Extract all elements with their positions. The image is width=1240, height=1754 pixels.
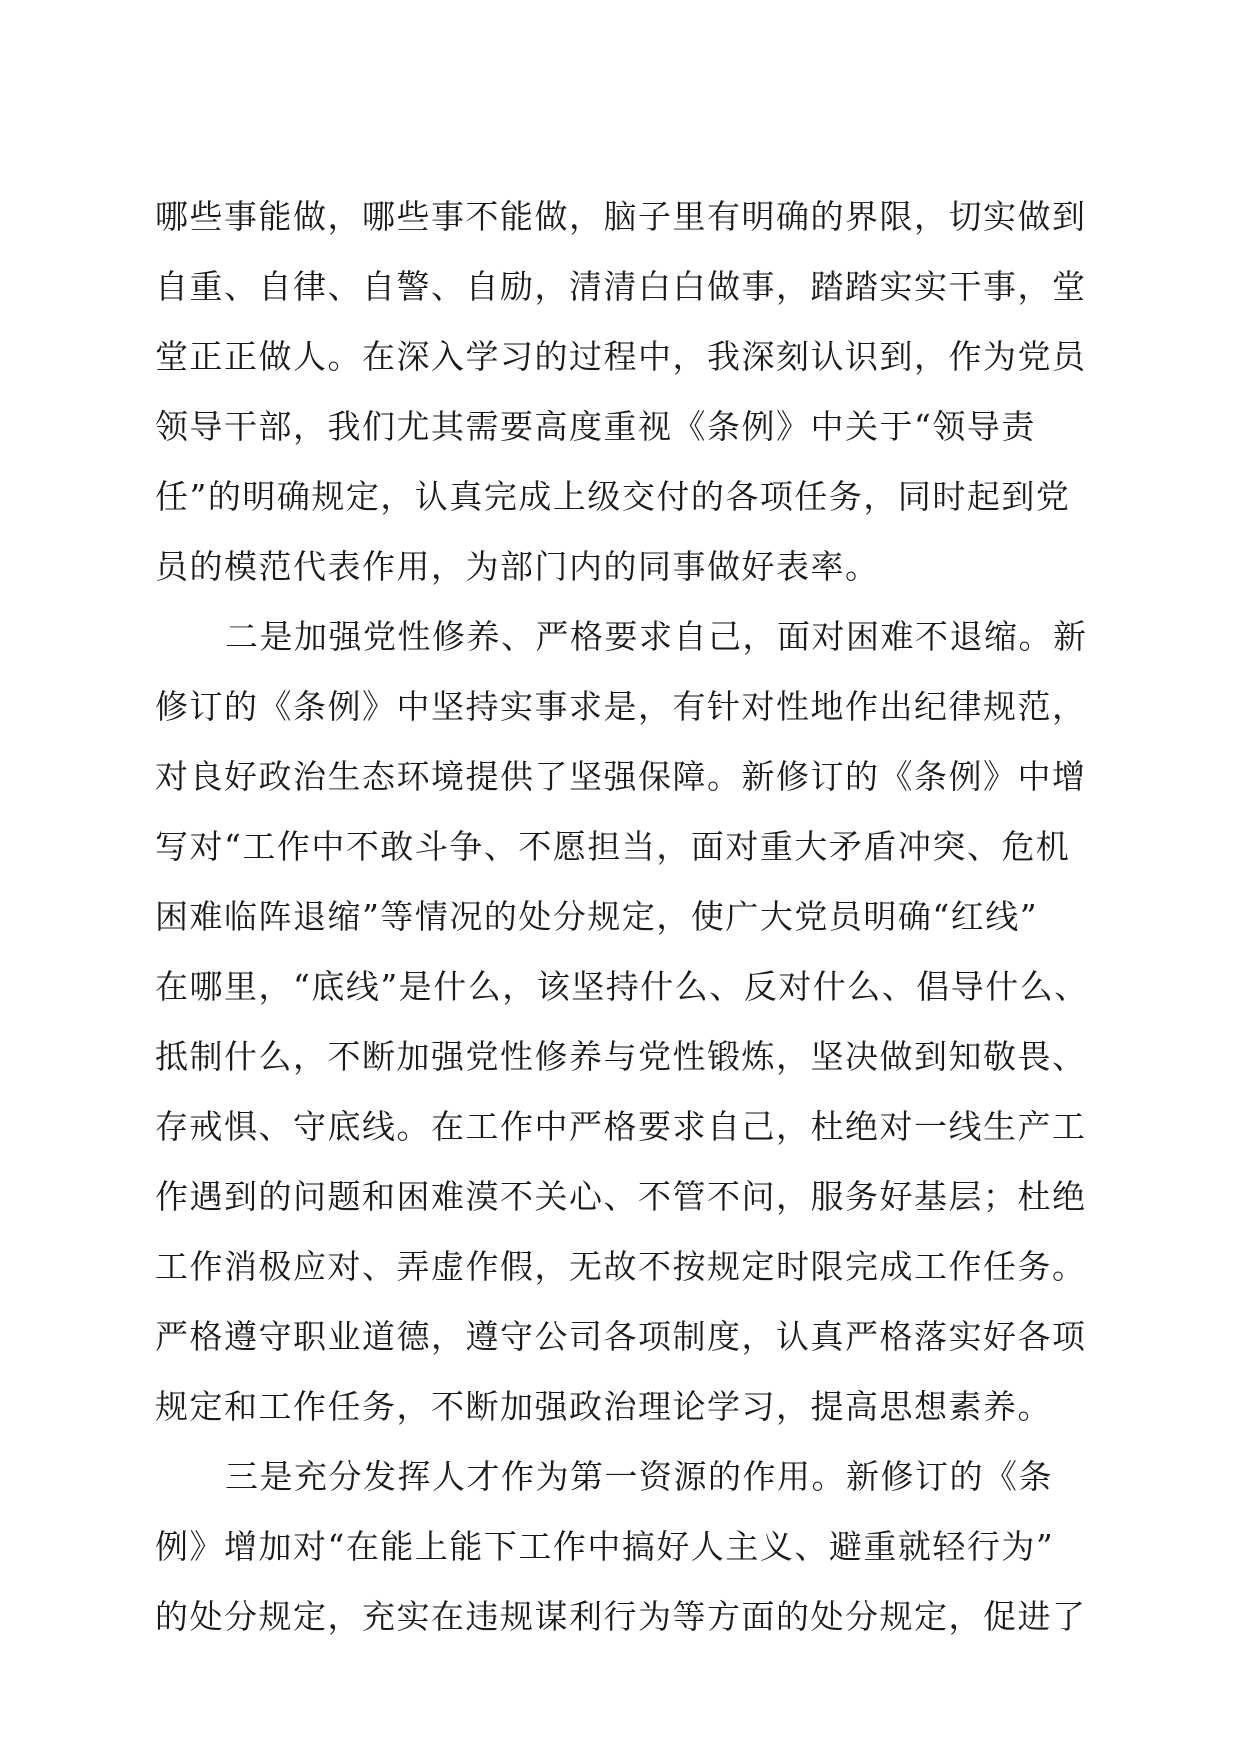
text-line-8: 修订的《条例》中坚持实事求是，有针对性地作出纪律规范， <box>155 687 1087 726</box>
text-line-21: 的处分规定，充实在违规谋利行为等方面的处分规定，促进了 <box>155 1597 1087 1636</box>
text-line-2: 自重、自律、自警、自励，清清白白做事，踏踏实实干事，堂 <box>155 267 1087 306</box>
body-text <box>155 182 1155 1652</box>
text-line-9: 对良好政治生态环境提供了坚强保障。新修订的《条例》中增 <box>155 757 1087 796</box>
text-line-5: 任”的明确规定，认真完成上级交付的各项任务，同时起到党 <box>155 477 1071 516</box>
text-line-1: 哪些事能做，哪些事不能做，脑子里有明确的界限，切实做到 <box>155 197 1087 236</box>
paragraph-2-start: 二是加强党性修养、严格要求自己，面对困难不退缩。新 <box>225 617 1088 656</box>
text-line-14: 存戒惧、守底线。在工作中严格要求自己，杜绝对一线生产工 <box>155 1107 1087 1146</box>
text-line-17: 严格遵守职业道德，遵守公司各项制度，认真严格落实好各项 <box>155 1317 1087 1356</box>
text-line-18: 规定和工作任务，不断加强政治理论学习，提高思想素养。 <box>155 1387 1052 1426</box>
text-line-16: 工作消极应对、弄虚作假，无故不按规定时限完成工作任务。 <box>155 1247 1087 1286</box>
text-line-15: 作遇到的问题和困难漠不关心、不管不问，服务好基层；杜绝 <box>155 1177 1087 1216</box>
text-line-10: 写对“工作中不敢斗争、不愿担当，面对重大矛盾冲突、危机 <box>155 827 1071 866</box>
text-line-13: 抵制什么，不断加强党性修养与党性锻炼，坚决做到知敬畏、 <box>155 1037 1087 1076</box>
paragraph-3-start: 三是充分发挥人才作为第一资源的作用。新修订的《条 <box>225 1457 1053 1496</box>
text-line-4: 领导干部，我们尤其需要高度重视《条例》中关于“领导责 <box>155 407 1036 446</box>
text-line-11: 困难临阵退缩”等情况的处分规定，使广大党员明确“红线” <box>155 897 1039 936</box>
text-line-6: 员的模范代表作用，为部门内的同事做好表率。 <box>155 547 880 586</box>
text-line-20: 例》增加对“在能上能下工作中搞好人主义、避重就轻行为” <box>155 1527 1055 1566</box>
text-line-12: 在哪里，“底线”是什么，该坚持什么、反对什么、倡导什么、 <box>155 967 1089 1006</box>
text-line-3: 堂正正做人。在深入学习的过程中，我深刻认识到，作为党员 <box>155 337 1087 376</box>
